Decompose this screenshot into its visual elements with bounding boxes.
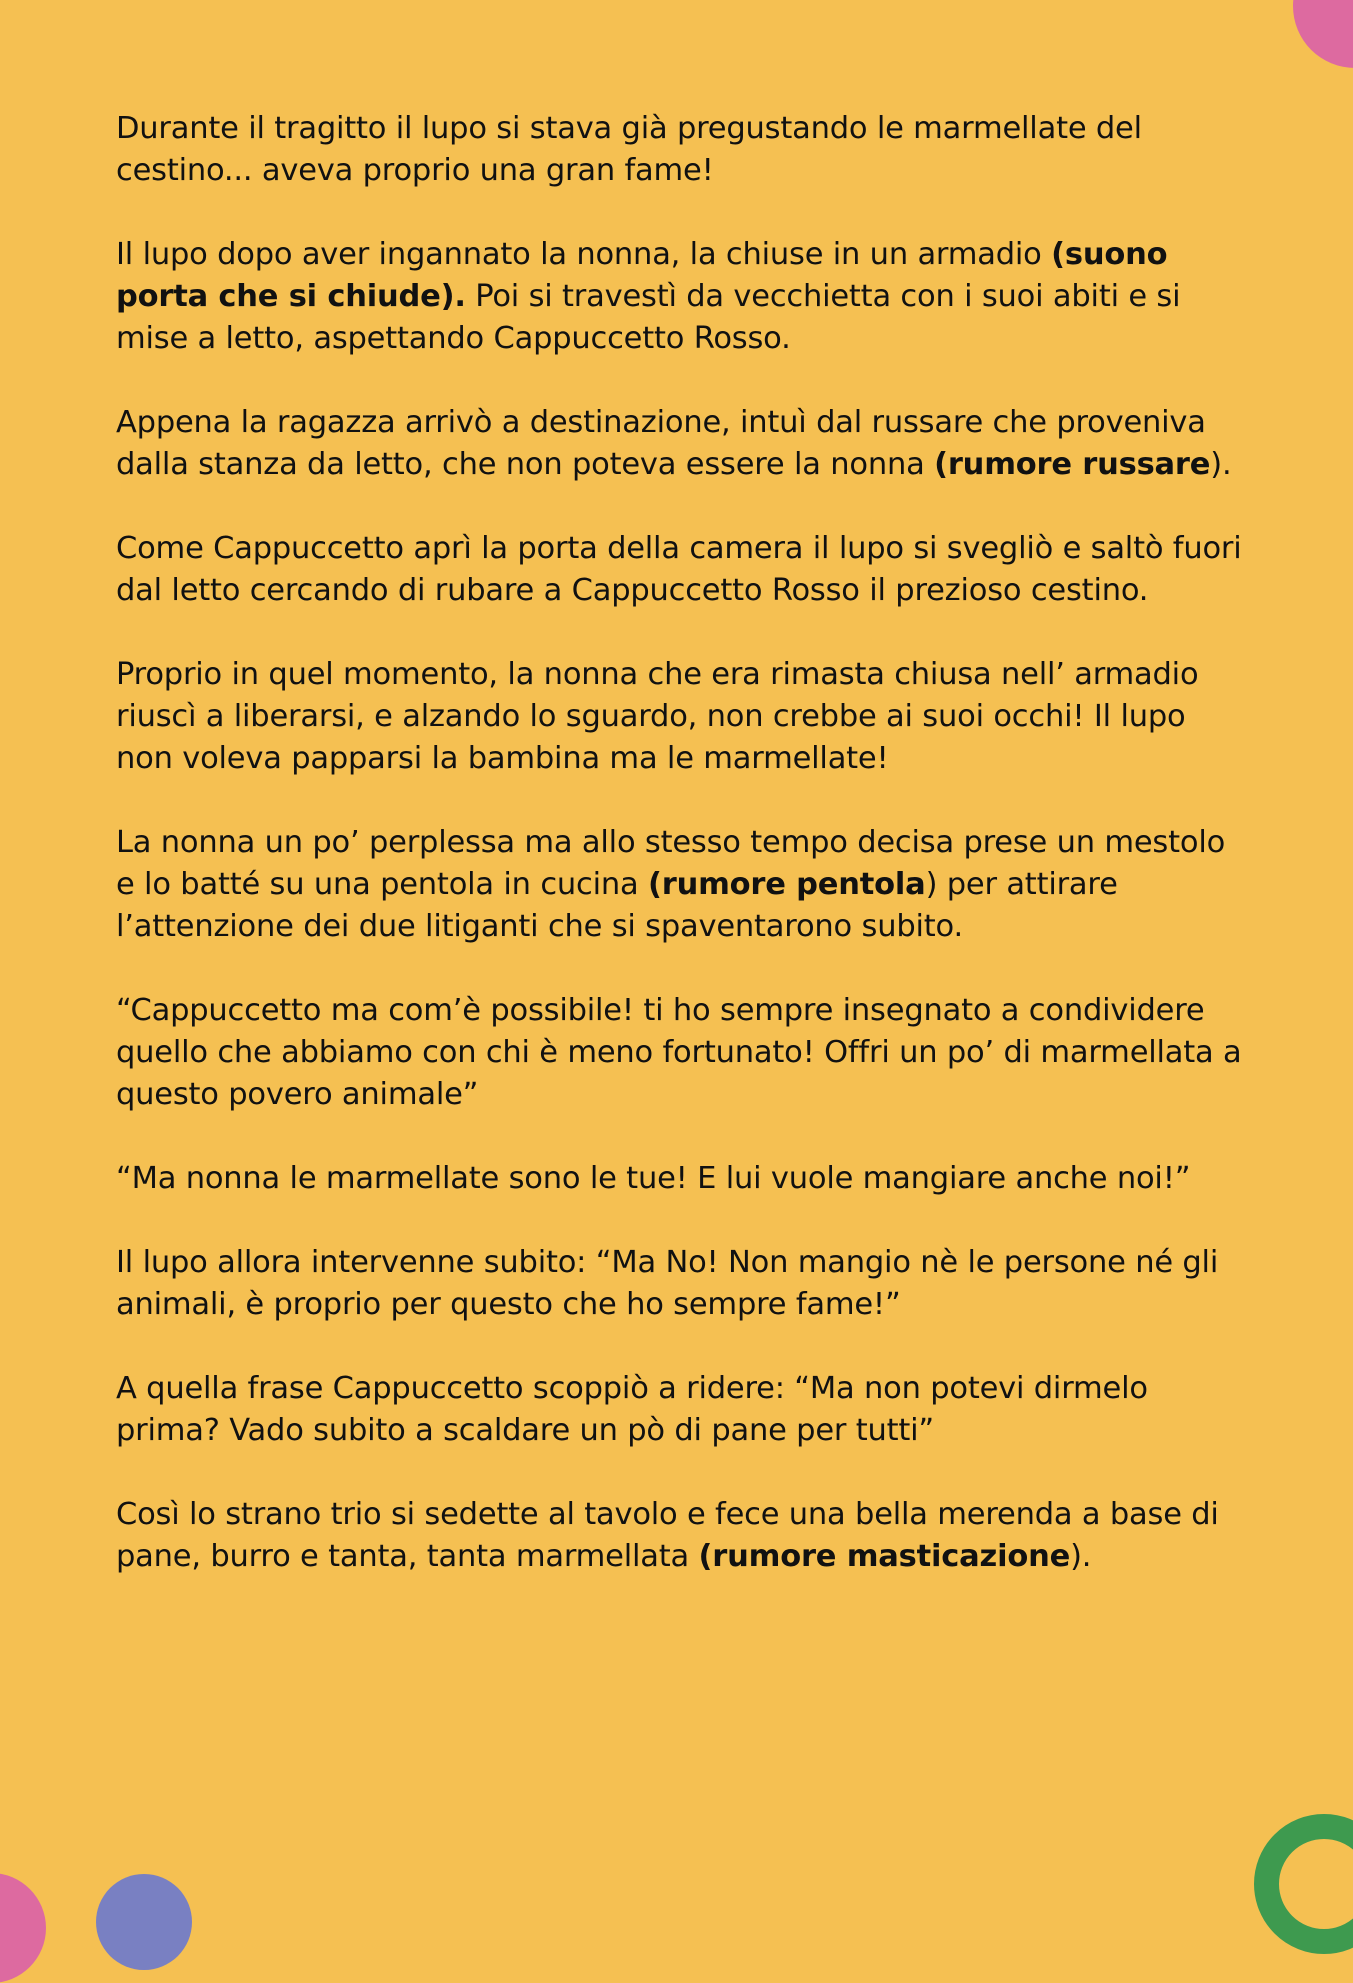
green-ring-decoration-bottom-right xyxy=(1254,1814,1353,1954)
paragraph-4: Come Cappuccetto aprì la porta della camera il lupo si svegliò e saltò fuori dal letto cercando di rubare a Cappuccetto Rosso il prezioso cestino. xyxy=(116,531,1242,608)
violet-circle-decoration-bottom-left xyxy=(96,1874,192,1970)
sound-cue-chewing: (rumore masticazione xyxy=(698,1539,1071,1574)
paragraph-6: La nonna un po’ perplessa ma allo stesso tempo decisa prese un mestolo e lo batté su una pentola in cucina (rumore pentola) per attirare l’attenzione dei due litiganti che si spaventarono subito. xyxy=(116,825,1226,944)
sound-cue-door: (suono porta che si chiude). xyxy=(116,237,1168,314)
paragraph-3: Appena la ragazza arrivò a destinazione, intuì dal russare che proveniva dalla stanza da letto, che non poteva essere la nonna (rumore russare). xyxy=(116,405,1232,482)
pink-circle-decoration-top-right xyxy=(1293,0,1353,68)
pink-circle-decoration-bottom-left xyxy=(0,1873,46,1983)
paragraph-8: “Ma nonna le marmellate sono le tue! E lui vuole mangiare anche noi!” xyxy=(116,1161,1191,1196)
paragraph-2: Il lupo dopo aver ingannato la nonna, la chiuse in un armadio (suono porta che si chiude). Poi si travestì da vecchietta con i suoi abiti e si mise a letto, aspettando Cappuccetto Rosso. xyxy=(116,237,1181,356)
paragraph-11: Così lo strano trio si sedette al tavolo e fece una bella merenda a base di pane, burro e tanta, tanta marmellata (rumore masticazione). xyxy=(116,1497,1219,1574)
sound-cue-pot: (rumore pentola xyxy=(647,867,926,902)
paragraph-9: Il lupo allora intervenne subito: “Ma No! Non mangio nè le persone né gli animali, è proprio per questo che ho sempre fame!” xyxy=(116,1245,1219,1322)
sound-cue-snoring: (rumore russare xyxy=(934,447,1211,482)
paragraph-7: “Cappuccetto ma com’è possibile! ti ho sempre insegnato a condividere quello che abbiamo con chi è meno fortunato! Offri un po’ di marmellata a questo povero animale” xyxy=(116,993,1242,1112)
paragraph-5: Proprio in quel momento, la nonna che era rimasta chiusa nell’ armadio riuscì a liberarsi, e alzando lo sguardo, non crebbe ai suoi occhi! Il lupo non voleva papparsi la bambina ma le marmellate! xyxy=(116,657,1199,776)
paragraph-10: A quella frase Cappuccetto scoppiò a ridere: “Ma non potevi dirmelo prima? Vado subito a scaldare un pò di pane per tutti” xyxy=(116,1371,1148,1448)
story-text xyxy=(116,108,1246,1620)
paragraph-1: Durante il tragitto il lupo si stava già pregustando le marmellate del cestino... aveva proprio una gran fame! xyxy=(116,111,1142,188)
